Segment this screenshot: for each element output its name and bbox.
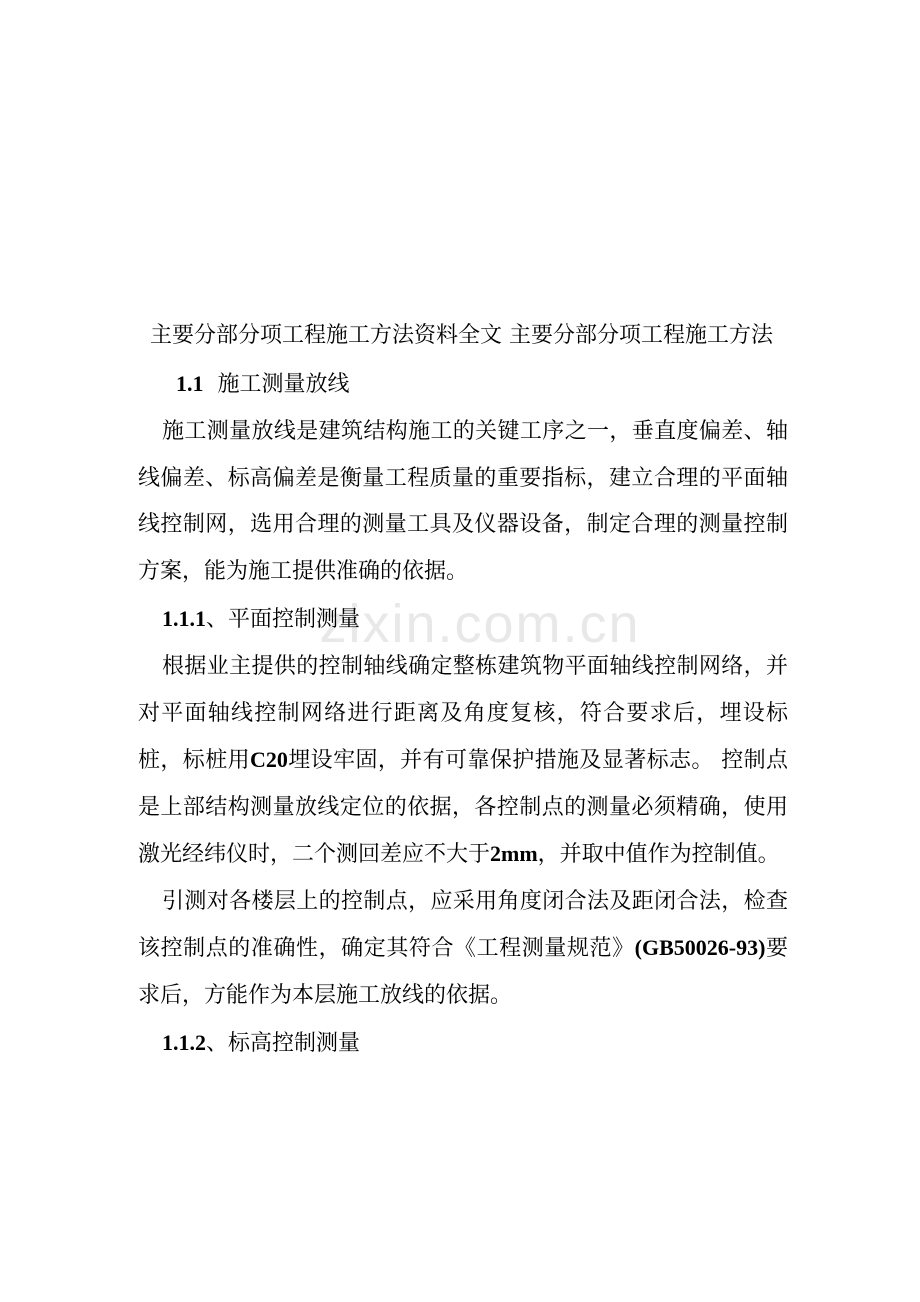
concrete-grade: C20: [249, 747, 288, 772]
section-number: 1.1.1: [162, 606, 206, 631]
watermark: zixin.com.cn: [319, 594, 641, 654]
paragraph-floor-control: [138, 879, 788, 1020]
section-heading-1-1-1: [138, 595, 788, 644]
paragraph-survey-intro: 施工测量放线是建筑结构施工的关键工序之一，垂直度偏差、轴线偏差、标高偏差是衡量工程质量的重要指标，建立合理的平面轴线控制网，选用合理的测量工具及仪器设备，制定合理的测量控制方案，能为施工提供准确的依据。: [138, 419, 788, 584]
section-label: 、标高控制测量: [206, 1031, 361, 1056]
paragraph-text: 引测对各楼层上的控制点，应采用角度闭合法及距闭合法，检查该控制点的准确性，确定其符合《工程测量规范》: [138, 888, 788, 961]
section-number: 1.1: [176, 371, 204, 396]
paragraph-plane-control: [138, 644, 788, 879]
section-heading-1-1-2: [138, 1019, 788, 1068]
section-label: 、平面控制测量: [206, 607, 361, 632]
section-number: 1.1.2: [162, 1030, 206, 1055]
paragraph-text: 根据业主提供的控制轴线确定整栋建筑物平面轴线控制网络，并对平面轴线控制网络进行距离及角度复核，符合要求后，埋设标桩，标桩用: [138, 654, 788, 773]
standard-code: (GB50026-93): [634, 935, 766, 960]
paragraph-text: 埋设牢固，并有可靠保护措施及显著标志。 控制点是上部结构测量放线定位的依据，各控制点的测量必须精确，使用激光经纬仪时，二个测回差应不大于: [138, 748, 788, 867]
section-label: 施工测量放线: [217, 372, 350, 397]
paragraph-text: ，并取中值作为控制值。: [537, 842, 780, 867]
section-heading-1-1: [138, 360, 788, 409]
document-body: [138, 312, 788, 1068]
tolerance-value: 2mm: [490, 841, 538, 866]
document-title: 主要分部分项工程施工方法资料全文 主要分部分项工程施工方法: [150, 323, 773, 348]
paragraph-text: 要求后，方能作为本层施工放线的依据。: [138, 936, 788, 1008]
